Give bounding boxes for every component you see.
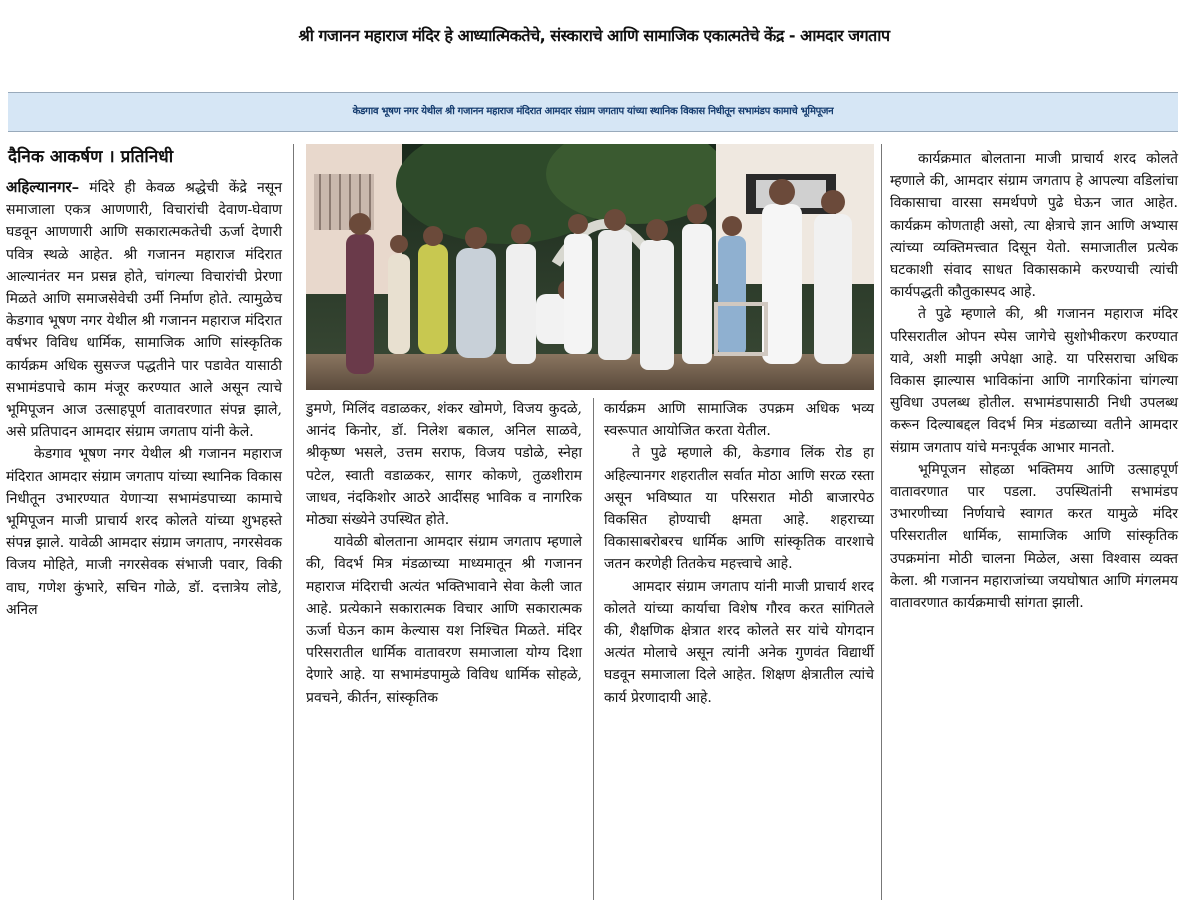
subheadline-banner <box>8 92 1178 132</box>
dateline: अहिल्यानगर– <box>6 178 80 196</box>
byline: दैनिक आकर्षण । प्रतिनिधी <box>8 147 174 167</box>
article-column-1 <box>6 176 282 621</box>
article-column-4 <box>890 148 1178 614</box>
paragraph: ते पुढे म्हणाले की, केडगाव लिंक रोड हा अहिल्यानगर शहरातील सर्वात मोठा आणि सरळ रस्ता असून भविष्यात या परिसरात मोठी बाजारपेठ विकसित होण्याची क्षमता आहे. शहराच्या विकासाबरोबरच धार्मिक आणि सांस्कृतिक वारशाचे जतन करणेही तितकेच महत्त्वाचे आहे. <box>604 445 874 573</box>
paragraph: आमदार संग्राम जगताप यांनी माजी प्राचार्य शरद कोलते यांच्या कार्याचा विशेष गौरव करत सांगितले की, शैक्षणिक क्षेत्रात शरद कोलते सर यांचे योगदान अत्यंत मोलाचे असून त्यांनी अनेक गुणवंत विद्यार्थी घडवून समाजाला दिले आहेत. शिक्षण क्षेत्रातील त्यांचे कार्य प्रेरणादायी आहे. <box>604 578 874 706</box>
paragraph-text: मंदिरे ही केवळ श्रद्धेची केंद्रे नसून समाजाला एकत्र आणणारी, विचारांची देवाण-घेवाण घडवून आणणारी आणि सकारात्मकतेची ऊर्जा देणारी पवित्र स्थळे आहेत. श्री गजानन महाराज मंदिरात आल्यानंतर मन प्रसन्न होते, चांगल्या विचारांची प्रेरणा मिळते आणि समाजसेवेची उर्मी निर्माण होते. त्यामुळेच केडगाव भूषण नगर येथील श्री गजानन महाराज मंदिरात वर्षभर विविध धार्मिक, सामाजिक आणि सांस्कृतिक कार्यक्रम अधिक सुसज्ज पद्धतीने पार पडावेत यासाठी सभामंडपाचे काम मंजूर करण्यात आले असून त्याचे भूमिपूजन आज उत्साहपूर्ण वातावरणात संपन्न झाले, असे प्रतिपादन आमदार संग्राम जगताप यांनी केले. <box>6 180 282 441</box>
paragraph: कार्यक्रम आणि सामाजिक उपक्रम अधिक भव्य स्वरूपात आयोजित करता येतील. <box>604 401 874 440</box>
paragraph: डुमणे, मिलिंद वडाळकर, शंकर खोमणे, विजय कुदळे, आनंद किनोर, डॉ. निलेश बकाल, अनिल साळवे, श्रीकृष्ण भसले, उत्तम सराफ, विजय पडोळे, स्नेहा पटेल, स्वाती वडाळकर, सागर कोकणे, तुळशीराम जाधव, नंदकिशोर आठरे आदींसह भाविक व नागरिक मोठ्या संख्येने उपस्थित होते. <box>306 401 582 529</box>
paragraph: कार्यक्रमात बोलताना माजी प्राचार्य शरद कोलते म्हणाले की, आमदार संग्राम जगताप हे आपल्या वडिलांचा विकासाचा वारसा समर्थपणे पुढे घेऊन जात आहेत. कार्यक्रम कोणताही असो, त्या क्षेत्राचे ज्ञान आणि अभ्यास त्यांच्या व्यक्तिमत्त्वात दिसून येतो. समाजातील प्रत्येक घटकाशी संवाद साधत विकासकामे करण्याची त्यांची कार्यपद्धती कौतुकास्पद आहे. <box>890 151 1178 301</box>
paragraph: यावेळी बोलताना आमदार संग्राम जगताप म्हणाले की, विदर्भ मित्र मंडळाच्या माध्यमातून श्री गजानन महाराज मंदिराची अत्यंत भक्तिभावाने सेवा केली जात आहे. प्रत्येकाने सकारात्मक विचार आणि सकारात्मक ऊर्जा घेऊन काम केल्यास यश निश्चित मिळते. मंदिर परिसरातील धार्मिक वातावरण समाजाला योग्य दिशा देणारे आहे. या सभामंडपामुळे विविध धार्मिक सोहळे, प्रवचने, कीर्तन, सांस्कृतिक <box>306 534 582 706</box>
article-column-3 <box>604 398 874 709</box>
headline: श्री गजानन महाराज मंदिर हे आध्यात्मिकतेचे, संस्काराचे आणि सामाजिक एकात्मतेचे केंद्र - आमदार जगताप <box>298 26 890 45</box>
subheadline: केडगाव भूषण नगर येथील श्री गजानन महाराज मंदिरात आमदार संग्राम जगताप यांच्या स्थानिक विकास निधीतून सभामंडप कामाचे भूमिपूजन <box>352 106 834 117</box>
paragraph: ते पुढे म्हणाले की, श्री गजानन महाराज मंदिर परिसरातील ओपन स्पेस जागेचे सुशोभीकरण करण्यात यावे, अशी माझी अपेक्षा आहे. या परिसराचा अधिक विकास झाल्यास भाविकांना आणि नागरिकांना चांगल्या सुविधा उपलब्ध होतील. सभामंडपासाठी निधी उपलब्ध करून दिल्याबद्दल विदर्भ मित्र मंडळाच्या वतीने आमदार संग्राम जगताप यांचे मनःपूर्वक आभार मानतो. <box>890 306 1178 456</box>
event-photo <box>306 144 874 390</box>
column-divider <box>593 398 594 900</box>
paragraph <box>6 176 282 443</box>
column-divider <box>293 144 294 900</box>
article-column-2 <box>306 398 582 709</box>
column-divider <box>881 144 882 900</box>
paragraph: केडगाव भूषण नगर येथील श्री गजानन महाराज मंदिरात आमदार संग्राम जगताप यांच्या स्थानिक विकास निधीतून उभारण्यात येणाऱ्या सभामंडपाच्या कामाचे भूमिपूजन माजी प्राचार्य शरद कोलते यांच्या शुभहस्ते संपन्न झाले. यावेळी आमदार संग्राम जगताप, नगरसेवक विजय मोहिते, माजी नगरसेवक संभाजी पवार, विकी वाघ, गणेश कुंभारे, सचिन गोळे, डॉ. दत्तात्रेय लोडे, अनिल <box>6 446 282 618</box>
paragraph: भूमिपूजन सोहळा भक्तिमय आणि उत्साहपूर्ण वातावरणात पार पडला. उपस्थितांनी सभामंडप उभारणीच्या निर्णयाचे स्वागत करत यामुळे मंदिर परिसरातील धार्मिक, सामाजिक आणि सांस्कृतिक उपक्रमांना मोठी चालना मिळेल, असा विश्वास व्यक्त केला. श्री गजानन महाराजांच्या जयघोषात आणि मंगलमय वातावरणात कार्यक्रमाची सांगता झाली. <box>890 461 1178 612</box>
